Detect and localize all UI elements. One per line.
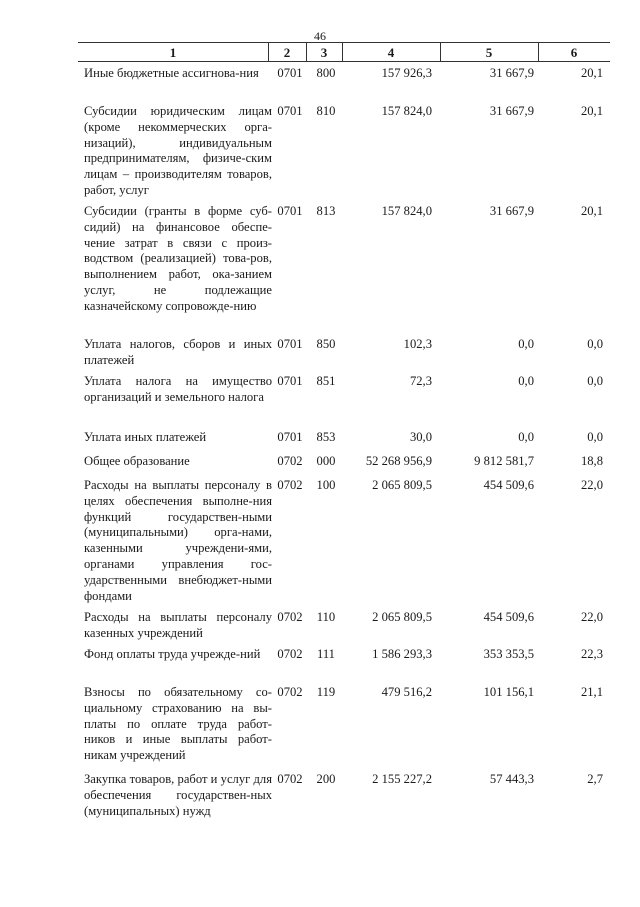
row-value-col6: 0,0	[587, 374, 603, 388]
row-value-col6: 22,0	[580, 478, 603, 492]
row-name: Закупка товаров, работ и услуг для обеспечения государствен-ных (муниципальных) нужд	[84, 772, 272, 818]
row-value-col4: 52 268 956,9	[365, 454, 432, 468]
row-group-code: 119	[316, 685, 336, 699]
row-section-code: 0701	[277, 204, 303, 218]
page-number: 46	[314, 29, 326, 43]
row-name: Фонд оплаты труда учрежде-ний	[84, 647, 261, 661]
row-group-code: 110	[316, 610, 336, 624]
row-group-code: 200	[316, 772, 336, 786]
row-value-col5: 0,0	[518, 430, 534, 444]
row-value-col4: 2 065 809,5	[372, 610, 432, 624]
budget-table	[78, 42, 610, 818]
row-value-col4: 72,3	[409, 374, 432, 388]
row-name: Расходы на выплаты персоналу казенных учреждений	[84, 610, 272, 640]
row-group-code: 853	[316, 430, 336, 444]
row-value-col4: 157 824,0	[381, 104, 432, 118]
row-value-col5: 31 667,9	[489, 66, 534, 80]
column-header: 1	[169, 45, 177, 60]
row-value-col4: 1 586 293,3	[372, 647, 432, 661]
row-group-code: 800	[316, 66, 336, 80]
row-name: Уплата иных платежей	[84, 430, 207, 444]
row-value-col6: 0,0	[587, 430, 603, 444]
row-name: Общее образование	[84, 454, 190, 468]
row-name: Взносы по обязательному со-циальному страхованию на вы-платы по оплате труда работ-ников и иные выплаты работ-никам учреждений	[84, 685, 272, 763]
row-group-code: 810	[316, 104, 336, 118]
row-value-col6: 0,0	[587, 337, 603, 351]
row-value-col6: 2,7	[587, 772, 603, 786]
row-value-col6: 20,1	[580, 66, 603, 80]
row-group-code: 851	[316, 374, 336, 388]
row-section-code: 0701	[277, 104, 303, 118]
row-name: Иные бюджетные ассигнова-ния	[84, 66, 259, 80]
row-section-code: 0702	[277, 454, 303, 468]
row-section-code: 0702	[277, 772, 303, 786]
row-value-col5: 454 509,6	[483, 478, 534, 492]
row-value-col4: 157 926,3	[381, 66, 432, 80]
row-name: Расходы на выплаты персоналу в целях обеспечения выполне-ния функций государствен-ными (муниципальными) орга-нами, казенными учреждени-ями, органами управления гос-ударственными внебюджет-ными фондами	[84, 478, 272, 603]
row-group-code: 850	[316, 337, 336, 351]
row-value-col6: 18,8	[580, 454, 603, 468]
row-value-col4: 2 155 227,2	[372, 772, 432, 786]
row-name: Уплата налогов, сборов и иных платежей	[84, 337, 272, 367]
row-value-col5: 57 443,3	[489, 772, 534, 786]
row-value-col6: 20,1	[580, 104, 603, 118]
row-section-code: 0701	[277, 337, 303, 351]
row-value-col5: 454 509,6	[483, 610, 534, 624]
row-group-code: 111	[317, 647, 335, 661]
row-name: Уплата налога на имущество организаций и земельного налога	[84, 374, 272, 404]
row-section-code: 0701	[277, 374, 303, 388]
row-value-col6: 21,1	[580, 685, 603, 699]
row-section-code: 0702	[277, 647, 303, 661]
row-group-code: 100	[316, 478, 336, 492]
row-name: Субсидии (гранты в форме суб-сидий) на финансовое обеспе-чение затрат в связи с произ-водством (реализацией) това-ров, выполнением работ, ока-занием услуг, не подлежащие казначейскому сопровожде-нию	[84, 204, 272, 313]
row-value-col5: 31 667,9	[489, 104, 534, 118]
row-section-code: 0701	[277, 430, 303, 444]
row-name: Субсидии юридическим лицам (кроме некоммерческих орга-низаций), индивидуальным предпринимателям, физиче-ским лицам – производителям товаров, работ, услуг	[84, 104, 272, 197]
row-value-col5: 0,0	[518, 337, 534, 351]
column-header: 2	[283, 45, 291, 60]
row-value-col5: 31 667,9	[489, 204, 534, 218]
row-group-code: 000	[316, 454, 336, 468]
row-value-col4: 102,3	[403, 337, 432, 351]
row-section-code: 0702	[277, 685, 303, 699]
row-value-col4: 479 516,2	[381, 685, 432, 699]
row-group-code: 813	[316, 204, 336, 218]
row-value-col6: 22,0	[580, 610, 603, 624]
row-section-code: 0702	[277, 478, 303, 492]
row-section-code: 0702	[277, 610, 303, 624]
row-value-col5: 101 156,1	[483, 685, 534, 699]
row-value-col6: 22,3	[580, 647, 603, 661]
row-value-col5: 0,0	[518, 374, 534, 388]
column-header: 3	[320, 45, 328, 60]
row-value-col4: 30,0	[409, 430, 432, 444]
column-header: 5	[485, 45, 493, 60]
row-section-code: 0701	[277, 66, 303, 80]
row-value-col4: 2 065 809,5	[372, 478, 432, 492]
table-header	[78, 42, 610, 62]
row-value-col5: 353 353,5	[483, 647, 534, 661]
row-value-col4: 157 824,0	[381, 204, 432, 218]
row-value-col5: 9 812 581,7	[474, 454, 534, 468]
row-value-col6: 20,1	[580, 204, 603, 218]
column-header: 6	[570, 45, 578, 60]
column-header: 4	[387, 45, 395, 60]
